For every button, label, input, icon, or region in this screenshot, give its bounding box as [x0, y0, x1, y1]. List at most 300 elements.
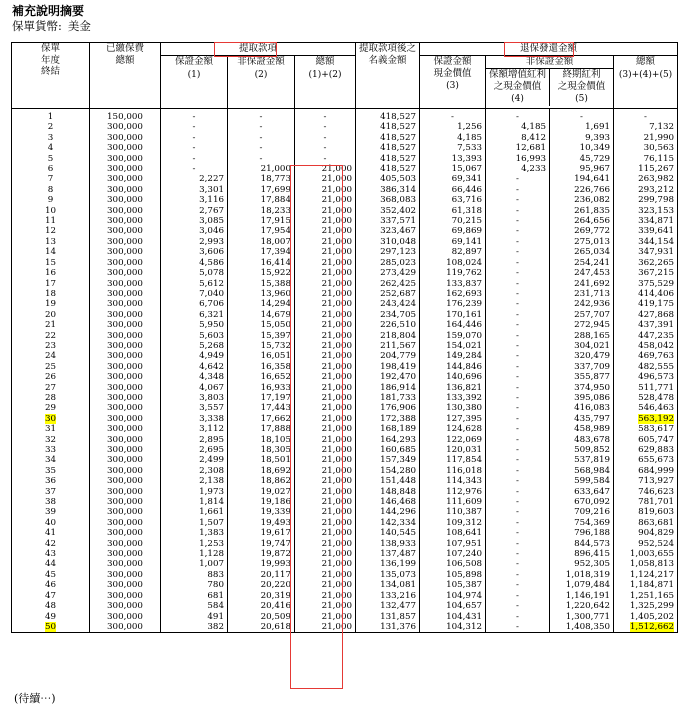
- cell-col-7: -: [486, 299, 550, 309]
- cell-col-2: 3,046: [161, 226, 228, 236]
- table-row: [12, 549, 678, 559]
- table-row: [12, 528, 678, 538]
- cell-col-2: 2,695: [161, 445, 228, 455]
- cell-col-2: 5,950: [161, 320, 228, 330]
- cell-col-2: 2,993: [161, 237, 228, 247]
- cell-col-9: 30,563: [614, 143, 678, 153]
- table-row: [12, 331, 678, 341]
- cell-col-4: 21,000: [295, 466, 356, 476]
- table-row: [12, 383, 678, 393]
- cell-col-3: 18,305: [228, 445, 295, 455]
- cell-col-8: 247,453: [550, 268, 614, 278]
- cell-col-6: 144,846: [420, 362, 486, 372]
- cell-col-1: 300,000: [90, 414, 161, 424]
- cell-col-1: 300,000: [90, 341, 161, 351]
- cell-col-3: 18,105: [228, 435, 295, 445]
- cell-col-7: -: [486, 268, 550, 278]
- cell-col-6: 111,609: [420, 497, 486, 507]
- cell-col-4: 21,000: [295, 185, 356, 195]
- cell-col-8: 1,691: [550, 122, 614, 132]
- cell-col-0: 6: [12, 164, 90, 174]
- cell-col-7: -: [486, 528, 550, 538]
- cell-col-3: 15,397: [228, 331, 295, 341]
- cell-col-3: 17,884: [228, 195, 295, 205]
- cell-col-8: 1,220,642: [550, 601, 614, 611]
- table-row: [12, 154, 678, 164]
- cell-col-9: 1,251,165: [614, 591, 678, 601]
- cell-col-0: 45: [12, 570, 90, 580]
- cell-col-0: 48: [12, 601, 90, 611]
- cell-col-1: 300,000: [90, 518, 161, 528]
- cell-col-1: 300,000: [90, 247, 161, 257]
- cell-col-6: 106,508: [420, 559, 486, 569]
- cell-col-5: 181,733: [356, 393, 420, 403]
- col-policy-year: 保單 年度 終結: [12, 43, 90, 109]
- cell-col-8: 395,086: [550, 393, 614, 403]
- cell-col-1: 300,000: [90, 383, 161, 393]
- cell-col-3: 20,416: [228, 601, 295, 611]
- cell-col-6: 116,018: [420, 466, 486, 476]
- table-row: [12, 268, 678, 278]
- cell-col-3: 18,692: [228, 466, 295, 476]
- cell-col-1: 300,000: [90, 133, 161, 143]
- cell-col-8: 374,950: [550, 383, 614, 393]
- cell-col-8: 320,479: [550, 351, 614, 361]
- cell-col-0: 23: [12, 341, 90, 351]
- cell-col-5: 323,467: [356, 226, 420, 236]
- cell-col-8: 435,797: [550, 414, 614, 424]
- cell-col-4: 21,000: [295, 580, 356, 590]
- cell-col-6: 117,854: [420, 455, 486, 465]
- cell-col-5: 172,388: [356, 414, 420, 424]
- cell-col-8: 355,877: [550, 372, 614, 382]
- table-row: [12, 341, 678, 351]
- cell-col-1: 300,000: [90, 320, 161, 330]
- cell-col-2: 1,507: [161, 518, 228, 528]
- cell-col-9: 469,763: [614, 351, 678, 361]
- cell-col-0: 49: [12, 612, 90, 622]
- col-premium: 已繳保費 總額: [90, 43, 161, 109]
- table-row: [12, 612, 678, 622]
- cell-col-9: 458,042: [614, 341, 678, 351]
- cell-col-8: 1,300,771: [550, 612, 614, 622]
- cell-col-0: 16: [12, 268, 90, 278]
- cell-col-1: 300,000: [90, 331, 161, 341]
- cell-col-3: 20,220: [228, 580, 295, 590]
- cell-col-7: -: [486, 487, 550, 497]
- cell-col-7: -: [486, 518, 550, 528]
- cell-col-0: 1: [12, 109, 90, 123]
- cell-col-9: 746,623: [614, 487, 678, 497]
- cell-col-4: -: [295, 143, 356, 153]
- cell-col-8: 670,092: [550, 497, 614, 507]
- cell-col-7: -: [486, 289, 550, 299]
- cell-col-1: 300,000: [90, 289, 161, 299]
- cell-col-2: 2,138: [161, 476, 228, 486]
- cell-col-1: 300,000: [90, 258, 161, 268]
- cell-col-8: 254,241: [550, 258, 614, 268]
- cell-col-5: 211,567: [356, 341, 420, 351]
- table-row: [12, 122, 678, 132]
- cell-col-0: 24: [12, 351, 90, 361]
- cell-col-7: -: [486, 435, 550, 445]
- cell-col-3: 15,388: [228, 279, 295, 289]
- cell-col-2: -: [161, 122, 228, 132]
- cell-col-4: 21,000: [295, 174, 356, 184]
- cell-col-9: 1,058,813: [614, 559, 678, 569]
- cell-col-1: 300,000: [90, 424, 161, 434]
- cell-col-6: 149,284: [420, 351, 486, 361]
- cell-col-1: 300,000: [90, 372, 161, 382]
- cell-col-3: 18,233: [228, 206, 295, 216]
- cell-col-9: 496,573: [614, 372, 678, 382]
- cell-col-9: 334,871: [614, 216, 678, 226]
- cell-col-0: 50: [12, 622, 90, 633]
- cell-col-6: 164,446: [420, 320, 486, 330]
- cell-col-5: 164,293: [356, 435, 420, 445]
- cell-col-0: 3: [12, 133, 90, 143]
- cell-col-8: 952,305: [550, 559, 614, 569]
- cell-col-2: 681: [161, 591, 228, 601]
- cell-col-4: 21,000: [295, 570, 356, 580]
- table-row: [12, 299, 678, 309]
- cell-col-1: 150,000: [90, 109, 161, 123]
- cell-col-6: 107,951: [420, 539, 486, 549]
- cell-col-3: 19,872: [228, 549, 295, 559]
- cell-col-5: 418,527: [356, 122, 420, 132]
- cell-col-5: 146,468: [356, 497, 420, 507]
- cell-col-9: 323,153: [614, 206, 678, 216]
- cell-col-4: 21,000: [295, 403, 356, 413]
- cell-col-3: 16,358: [228, 362, 295, 372]
- col-w-nonguaranteed: 非保證金額 (2): [228, 56, 295, 109]
- cell-col-3: 13,960: [228, 289, 295, 299]
- cell-col-2: 2,499: [161, 455, 228, 465]
- cell-col-8: 599,584: [550, 476, 614, 486]
- cell-col-9: 367,215: [614, 268, 678, 278]
- cell-col-3: 15,732: [228, 341, 295, 351]
- cell-col-4: 21,000: [295, 258, 356, 268]
- col-s-terminal: 終期紅利 之現金價值 (5): [557, 69, 606, 105]
- cell-col-6: 140,696: [420, 372, 486, 382]
- col-s-total: 總額 (3)+(4)+(5): [614, 56, 678, 109]
- cell-col-3: 20,319: [228, 591, 295, 601]
- cell-col-8: 416,083: [550, 403, 614, 413]
- cell-col-0: 47: [12, 591, 90, 601]
- cell-col-9: 1,003,655: [614, 549, 678, 559]
- cell-col-6: 176,239: [420, 299, 486, 309]
- cell-col-8: 10,349: [550, 143, 614, 153]
- cell-col-6: 1,256: [420, 122, 486, 132]
- cell-col-1: 300,000: [90, 154, 161, 164]
- cell-col-5: 297,123: [356, 247, 420, 257]
- cell-col-5: 132,477: [356, 601, 420, 611]
- cell-col-4: 21,000: [295, 455, 356, 465]
- cell-col-2: -: [161, 133, 228, 143]
- cell-col-2: 3,301: [161, 185, 228, 195]
- cell-col-3: 16,051: [228, 351, 295, 361]
- cell-col-0: 39: [12, 507, 90, 517]
- cell-col-5: 262,425: [356, 279, 420, 289]
- cell-col-4: 21,000: [295, 331, 356, 341]
- table-row: [12, 445, 678, 455]
- cell-col-1: 300,000: [90, 559, 161, 569]
- cell-col-9: 7,132: [614, 122, 678, 132]
- cell-col-4: 21,000: [295, 476, 356, 486]
- table-row: [12, 109, 678, 123]
- cell-col-2: 3,112: [161, 424, 228, 434]
- cell-col-9: 904,829: [614, 528, 678, 538]
- cell-col-8: 194,641: [550, 174, 614, 184]
- cell-col-8: 241,692: [550, 279, 614, 289]
- cell-col-5: 243,424: [356, 299, 420, 309]
- cell-col-3: -: [228, 143, 295, 153]
- cell-col-7: -: [486, 476, 550, 486]
- cell-col-2: -: [161, 154, 228, 164]
- cell-col-6: 66,446: [420, 185, 486, 195]
- cell-col-5: 418,527: [356, 133, 420, 143]
- cell-col-2: 4,067: [161, 383, 228, 393]
- cell-col-0: 22: [12, 331, 90, 341]
- table-row: [12, 497, 678, 507]
- cell-col-5: 148,848: [356, 487, 420, 497]
- cell-col-1: 300,000: [90, 143, 161, 153]
- cell-col-9: 863,681: [614, 518, 678, 528]
- cell-col-8: 896,415: [550, 549, 614, 559]
- cell-col-8: 242,936: [550, 299, 614, 309]
- cell-col-7: -: [486, 403, 550, 413]
- cell-col-8: -: [550, 109, 614, 123]
- cell-col-9: 952,524: [614, 539, 678, 549]
- cell-col-3: 14,679: [228, 310, 295, 320]
- cell-col-9: 21,990: [614, 133, 678, 143]
- group-surrender-label: 退保發還金額: [520, 43, 578, 54]
- cell-col-1: 300,000: [90, 435, 161, 445]
- cell-col-9: 1,124,217: [614, 570, 678, 580]
- cell-col-9: 414,406: [614, 289, 678, 299]
- cell-col-5: 138,933: [356, 539, 420, 549]
- cell-col-6: 104,312: [420, 622, 486, 633]
- cell-col-6: 69,341: [420, 174, 486, 184]
- cell-col-7: -: [486, 341, 550, 351]
- cell-col-9: 447,235: [614, 331, 678, 341]
- cell-col-9: 344,154: [614, 237, 678, 247]
- cell-col-9: 563,192: [614, 414, 678, 424]
- cell-col-8: 1,079,484: [550, 580, 614, 590]
- cell-col-4: 21,000: [295, 289, 356, 299]
- cell-col-7: 4,233: [486, 164, 550, 174]
- cell-col-7: -: [486, 372, 550, 382]
- cell-col-8: 633,647: [550, 487, 614, 497]
- cell-col-9: 629,883: [614, 445, 678, 455]
- cell-col-4: 21,000: [295, 601, 356, 611]
- cell-col-8: 275,013: [550, 237, 614, 247]
- cell-col-1: 300,000: [90, 580, 161, 590]
- cell-col-4: -: [295, 133, 356, 143]
- cell-col-4: 21,000: [295, 320, 356, 330]
- cell-col-9: 605,747: [614, 435, 678, 445]
- group-s-nonguaranteed: 非保證金額 保額增值紅利 之現金價值 (4) 終期紅利 之現金價值 (5): [486, 56, 614, 109]
- cell-col-8: 257,707: [550, 310, 614, 320]
- cell-col-4: 21,000: [295, 341, 356, 351]
- cell-col-9: 819,603: [614, 507, 678, 517]
- cell-col-3: 17,915: [228, 216, 295, 226]
- cell-col-8: 226,766: [550, 185, 614, 195]
- cell-col-3: 19,747: [228, 539, 295, 549]
- cell-col-0: 30: [12, 414, 90, 424]
- cell-col-4: 21,000: [295, 497, 356, 507]
- cell-col-3: 16,414: [228, 258, 295, 268]
- cell-col-1: 300,000: [90, 393, 161, 403]
- cell-col-7: -: [486, 237, 550, 247]
- cell-col-5: 226,510: [356, 320, 420, 330]
- cell-col-7: -: [486, 507, 550, 517]
- cell-col-8: 509,852: [550, 445, 614, 455]
- cell-col-6: 124,628: [420, 424, 486, 434]
- cell-col-4: 21,000: [295, 591, 356, 601]
- table-row: [12, 195, 678, 205]
- cell-col-5: 352,402: [356, 206, 420, 216]
- cell-col-8: 288,165: [550, 331, 614, 341]
- cell-col-0: 31: [12, 424, 90, 434]
- cell-col-5: 204,779: [356, 351, 420, 361]
- cell-col-6: 104,974: [420, 591, 486, 601]
- cell-col-0: 41: [12, 528, 90, 538]
- cell-col-4: 21,000: [295, 435, 356, 445]
- cell-col-3: -: [228, 133, 295, 143]
- table-row: [12, 206, 678, 216]
- cell-col-6: 82,897: [420, 247, 486, 257]
- cell-col-2: 4,348: [161, 372, 228, 382]
- cell-col-5: 157,349: [356, 455, 420, 465]
- col-s-bonus: 保額增值紅利 之現金價值 (4): [486, 69, 550, 106]
- cell-col-5: 160,685: [356, 445, 420, 455]
- cell-col-3: 14,294: [228, 299, 295, 309]
- cell-col-5: 137,487: [356, 549, 420, 559]
- cell-col-5: 273,429: [356, 268, 420, 278]
- cell-col-3: 17,394: [228, 247, 295, 257]
- cell-col-6: 69,141: [420, 237, 486, 247]
- cell-col-7: -: [486, 174, 550, 184]
- table-row: [12, 372, 678, 382]
- cell-col-5: 418,527: [356, 143, 420, 153]
- cell-col-7: -: [486, 279, 550, 289]
- cell-col-2: 6,321: [161, 310, 228, 320]
- cell-col-3: 20,117: [228, 570, 295, 580]
- cell-col-5: 418,527: [356, 109, 420, 123]
- cell-col-8: 844,573: [550, 539, 614, 549]
- cell-col-8: 568,984: [550, 466, 614, 476]
- cell-col-7: -: [486, 539, 550, 549]
- cell-col-2: -: [161, 164, 228, 174]
- cell-col-8: 483,678: [550, 435, 614, 445]
- cell-col-2: 3,606: [161, 247, 228, 257]
- cell-col-3: 17,954: [228, 226, 295, 236]
- cell-col-0: 8: [12, 185, 90, 195]
- cell-col-7: -: [486, 622, 550, 633]
- cell-col-3: 19,339: [228, 507, 295, 517]
- cell-col-0: 35: [12, 466, 90, 476]
- table-row: [12, 351, 678, 361]
- cell-col-8: 709,216: [550, 507, 614, 517]
- cell-col-8: 1,146,191: [550, 591, 614, 601]
- cell-col-0: 17: [12, 279, 90, 289]
- cell-col-8: 537,819: [550, 455, 614, 465]
- cell-col-3: 17,699: [228, 185, 295, 195]
- cell-col-2: 780: [161, 580, 228, 590]
- cell-col-0: 26: [12, 372, 90, 382]
- cell-col-4: 21,000: [295, 247, 356, 257]
- cell-col-2: 2,227: [161, 174, 228, 184]
- cell-col-8: 265,034: [550, 247, 614, 257]
- cell-col-2: 1,661: [161, 507, 228, 517]
- cell-col-3: 18,773: [228, 174, 295, 184]
- cell-col-5: 186,914: [356, 383, 420, 393]
- cell-col-4: 21,000: [295, 549, 356, 559]
- cell-col-5: 133,216: [356, 591, 420, 601]
- cell-col-6: 70,215: [420, 216, 486, 226]
- table-row: [12, 591, 678, 601]
- cell-col-9: 528,478: [614, 393, 678, 403]
- cell-col-0: 9: [12, 195, 90, 205]
- table-row: [12, 226, 678, 236]
- cell-col-6: 170,161: [420, 310, 486, 320]
- cell-col-5: 198,419: [356, 362, 420, 372]
- table-row: [12, 289, 678, 299]
- cell-col-5: 176,906: [356, 403, 420, 413]
- cell-col-1: 300,000: [90, 351, 161, 361]
- cell-col-5: 142,334: [356, 518, 420, 528]
- cell-col-7: -: [486, 351, 550, 361]
- cell-col-0: 32: [12, 435, 90, 445]
- cell-col-6: 110,387: [420, 507, 486, 517]
- cell-col-6: 120,031: [420, 445, 486, 455]
- cell-col-9: 362,265: [614, 258, 678, 268]
- cell-col-0: 33: [12, 445, 90, 455]
- cell-col-8: 796,188: [550, 528, 614, 538]
- cell-col-3: 16,933: [228, 383, 295, 393]
- cell-col-4: 21,000: [295, 351, 356, 361]
- table-row: [12, 518, 678, 528]
- cell-col-4: 21,000: [295, 424, 356, 434]
- cell-col-8: 458,989: [550, 424, 614, 434]
- table-row: [12, 466, 678, 476]
- table-row: [12, 258, 678, 268]
- cell-col-4: 21,000: [295, 507, 356, 517]
- cell-col-7: -: [486, 414, 550, 424]
- cell-col-2: 5,603: [161, 331, 228, 341]
- cell-col-9: 511,771: [614, 383, 678, 393]
- cell-col-9: 347,931: [614, 247, 678, 257]
- cell-col-6: 63,716: [420, 195, 486, 205]
- cell-col-2: 584: [161, 601, 228, 611]
- group-surrender: [420, 43, 678, 56]
- cell-col-4: -: [295, 122, 356, 132]
- cell-col-8: 269,772: [550, 226, 614, 236]
- table-row: [12, 435, 678, 445]
- currency-line: [12, 19, 97, 33]
- table-row: [12, 487, 678, 497]
- cell-col-2: 5,078: [161, 268, 228, 278]
- cell-col-7: -: [486, 393, 550, 403]
- cell-col-9: 1,512,662: [614, 622, 678, 633]
- cell-col-1: 300,000: [90, 226, 161, 236]
- cell-col-5: 134,081: [356, 580, 420, 590]
- cell-col-2: 2,308: [161, 466, 228, 476]
- cell-col-4: 21,000: [295, 195, 356, 205]
- cell-col-5: 131,857: [356, 612, 420, 622]
- cell-col-3: 21,000: [228, 164, 295, 174]
